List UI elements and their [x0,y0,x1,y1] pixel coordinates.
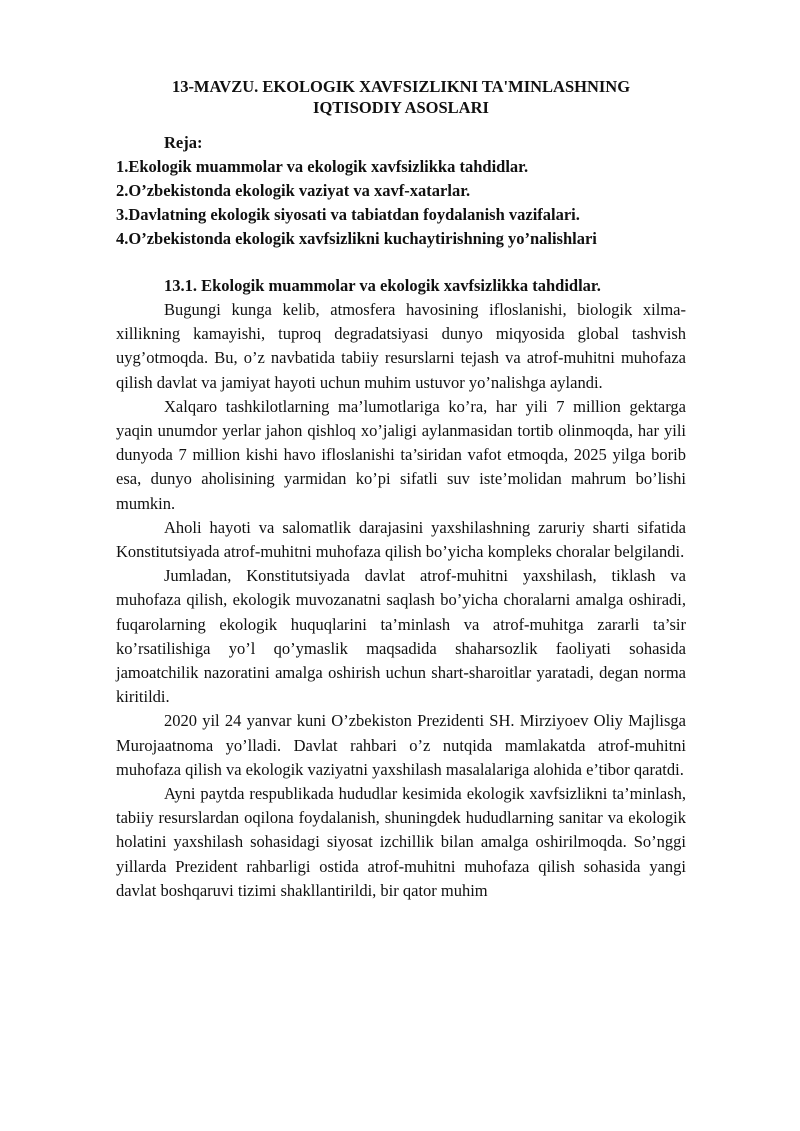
paragraph: Ayni paytda respublikada hududlar kesimida ekologik xavfsizlikni ta’minlash, tabiiy resurslardan oqilona foydalanish, shuningdek hududlarning sanitar va ekologik holatini yaxshilash sohasidagi siyosat izchillik bilan amalga oshirilmoqda. So’nggi yillarda Prezident rahbarligi ostida atrof-muhitni muhofaza qilish sohasida yangi davlat boshqaruvi tizimi shakllantirildi, bir qator muhim [116,784,686,900]
section-heading: 13.1. Ekologik muammolar va ekologik xavfsizlikka tahdidlar. [164,276,601,295]
paragraph: Aholi hayoti va salomatlik darajasini yaxshilashning zaruriy sharti sifatida Konstitutsiyada atrof-muhitni muhofaza qilish bo’yicha kompleks choralar belgilandi. [116,517,686,562]
plan-item: 3.Davlatning ekologik siyosati va tabiatdan foydalanish vazifalari. [116,205,580,224]
plan-item: 1.Ekologik muammolar va ekologik xavfsizlikka tahdidlar. [116,157,529,176]
plan-list [116,155,686,251]
plan-item: 4.O’zbekistonda ekologik xavfsizlikni kuchaytirishning yo’nalishlari [116,229,597,248]
paragraph: Bugungi kunga kelib, atmosfera havosining ifloslanishi, biologik xilma-xillikning kamayishi, tuproq degradatsiyasi dunyo miqyosida global tashvish uyg’otmoqda. Bu, o’z navbatida tabiiy resurslarni tejash va atrof-muhitni muhofaza qilish davlat va jamiyat hayoti uchun muhim ustuvor yo’nalishga aylandi. [116,300,686,392]
plan-heading: Reja: [164,133,203,152]
title-line-2: IQTISODIY ASOSLARI [313,98,489,117]
plan-item: 2.O’zbekistonda ekologik vaziyat va xavf-xatarlar. [116,181,471,200]
title-line-1: 13-MAVZU. EKOLOGIK XAVFSIZLIKNI TA'MINLASHNING [171,77,631,96]
document-title [116,76,686,118]
paragraph: 2020 yil 24 yanvar kuni O’zbekiston Prezidenti SH. Mirziyoev Oliy Majlisga Murojaatnoma yo’lladi. Davlat rahbari o’z nutqida mamlakatda atrof-muhitni muhofaza qilish va ekologik vaziyatni yaxshilash masalalariga alohida e’tibor qaratdi. [116,711,686,779]
paragraph: Jumladan, Konstitutsiyada davlat atrof-muhitni yaxshilash, tiklash va muhofaza qilish, ekologik muvozanatni saqlash bo’yicha choralarni amalga oshiradi, fuqarolarning ekologik huquqlarini ta’minlash va atrof-muhitga zararli ta’sir ko’rsatilishiga yo’l qo’ymaslik maqsadida shaharsozlik faoliyati sohasida jamoatchilik nazoratini amalga oshirish uchun shart-sharoitlar yaratadi, degan norma kiritildi. [116,566,686,707]
document-body [116,76,686,903]
paragraph: Xalqaro tashkilotlarning ma’lumotlariga ko’ra, har yili 7 million gektarga yaqin unumdor yerlar jahon qishloq xo’jaligi aylanmasidan tortib olinmoqda, har yili dunyoda 7 million kishi havo ifloslanishi ta’siridan vafot etmoqda, 2025 yilga borib esa, dunyo aholisining yarmidan ko’pi sifatli suv iste’molidan mahrum bo’lishi mumkin. [116,396,686,513]
